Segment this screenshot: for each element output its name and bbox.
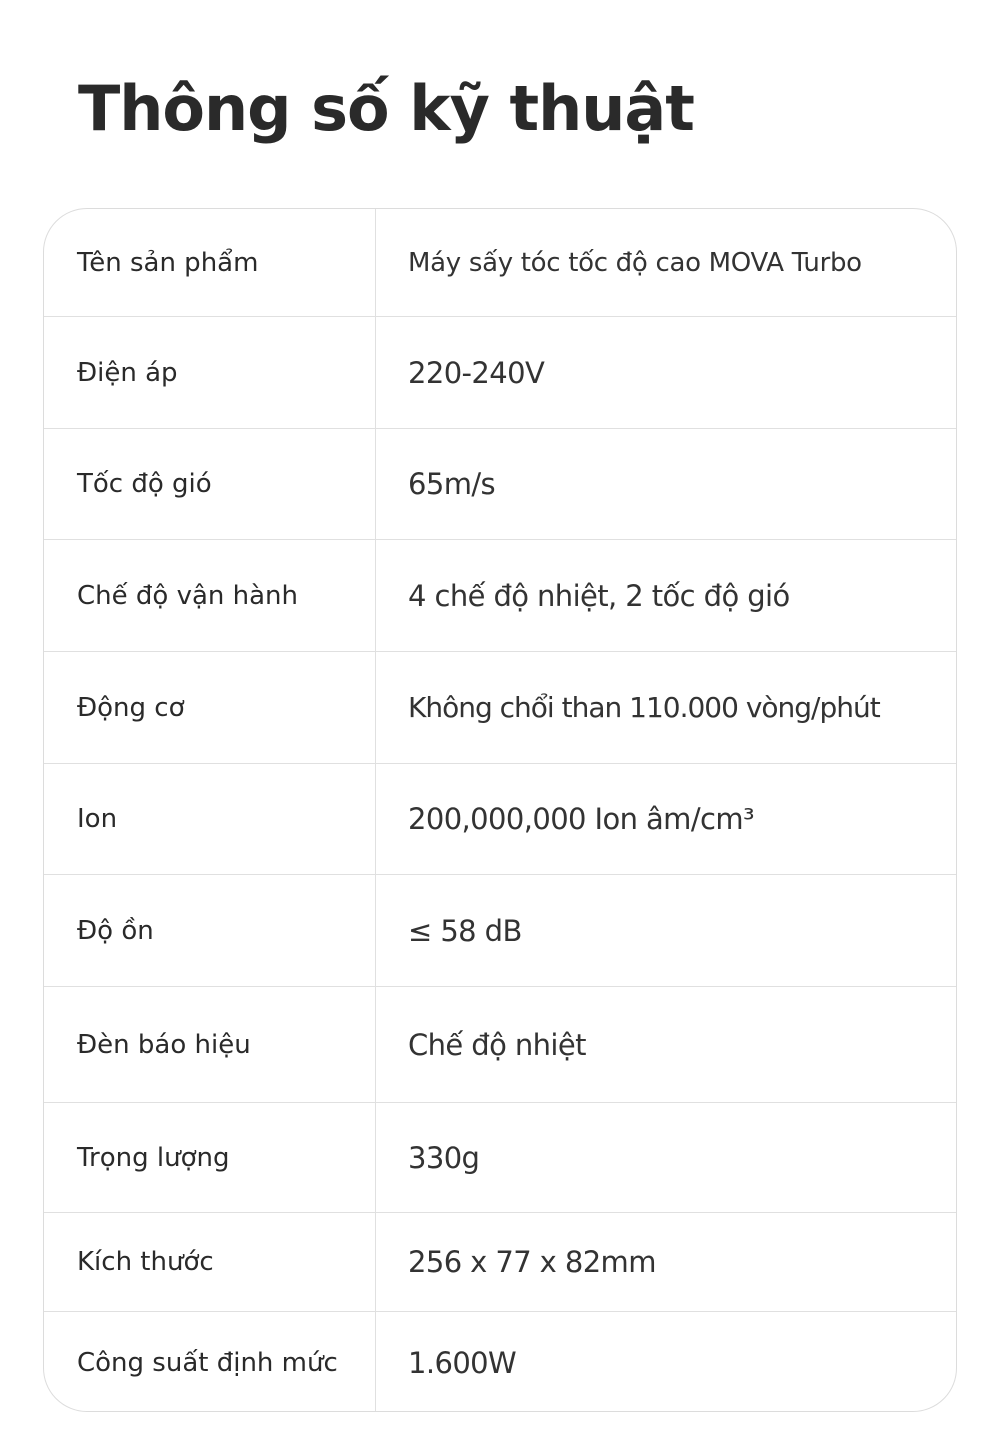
spec-row-operating-modes bbox=[44, 540, 956, 652]
spec-value: 330g bbox=[408, 1140, 480, 1175]
spec-value: 4 chế độ nhiệt, 2 tốc độ gió bbox=[408, 578, 790, 613]
spec-value: 256 x 77 x 82mm bbox=[408, 1245, 656, 1279]
spec-row-ion bbox=[44, 764, 956, 875]
spec-label: Động cơ bbox=[77, 692, 185, 723]
spec-label: Trọng lượng bbox=[77, 1142, 230, 1173]
spec-row-voltage bbox=[44, 317, 956, 429]
spec-label: Chế độ vận hành bbox=[77, 580, 298, 611]
spec-row-product-name bbox=[44, 209, 956, 317]
spec-label: Đèn báo hiệu bbox=[77, 1029, 251, 1060]
spec-row-noise bbox=[44, 875, 956, 987]
spec-value: Không chổi than 110.000 vòng/phút bbox=[408, 691, 880, 724]
spec-label: Tên sản phẩm bbox=[77, 247, 259, 278]
page-title: Thông số kỹ thuật bbox=[78, 72, 694, 145]
spec-value: Máy sấy tóc tốc độ cao MOVA Turbo bbox=[408, 247, 862, 278]
spec-table bbox=[43, 208, 957, 1412]
spec-row-indicator-light bbox=[44, 987, 956, 1103]
spec-value: 65m/s bbox=[408, 467, 496, 501]
spec-row-dimensions bbox=[44, 1213, 956, 1312]
spec-label: Độ ồn bbox=[77, 915, 154, 946]
spec-row-rated-power bbox=[44, 1312, 956, 1412]
spec-value: 1.600W bbox=[408, 1345, 517, 1380]
spec-label: Tốc độ gió bbox=[77, 469, 212, 499]
spec-row-wind-speed bbox=[44, 429, 956, 540]
spec-value: Chế độ nhiệt bbox=[408, 1027, 586, 1062]
spec-value: 220-240V bbox=[408, 355, 545, 390]
spec-value: ≤ 58 dB bbox=[408, 913, 522, 948]
spec-row-motor bbox=[44, 652, 956, 764]
spec-label: Ion bbox=[77, 804, 118, 834]
spec-label: Điện áp bbox=[77, 357, 178, 388]
spec-value: 200,000,000 Ion âm/cm³ bbox=[408, 802, 755, 836]
spec-label: Kích thước bbox=[77, 1247, 214, 1277]
spec-label: Công suất định mức bbox=[77, 1347, 338, 1378]
spec-row-weight bbox=[44, 1103, 956, 1213]
